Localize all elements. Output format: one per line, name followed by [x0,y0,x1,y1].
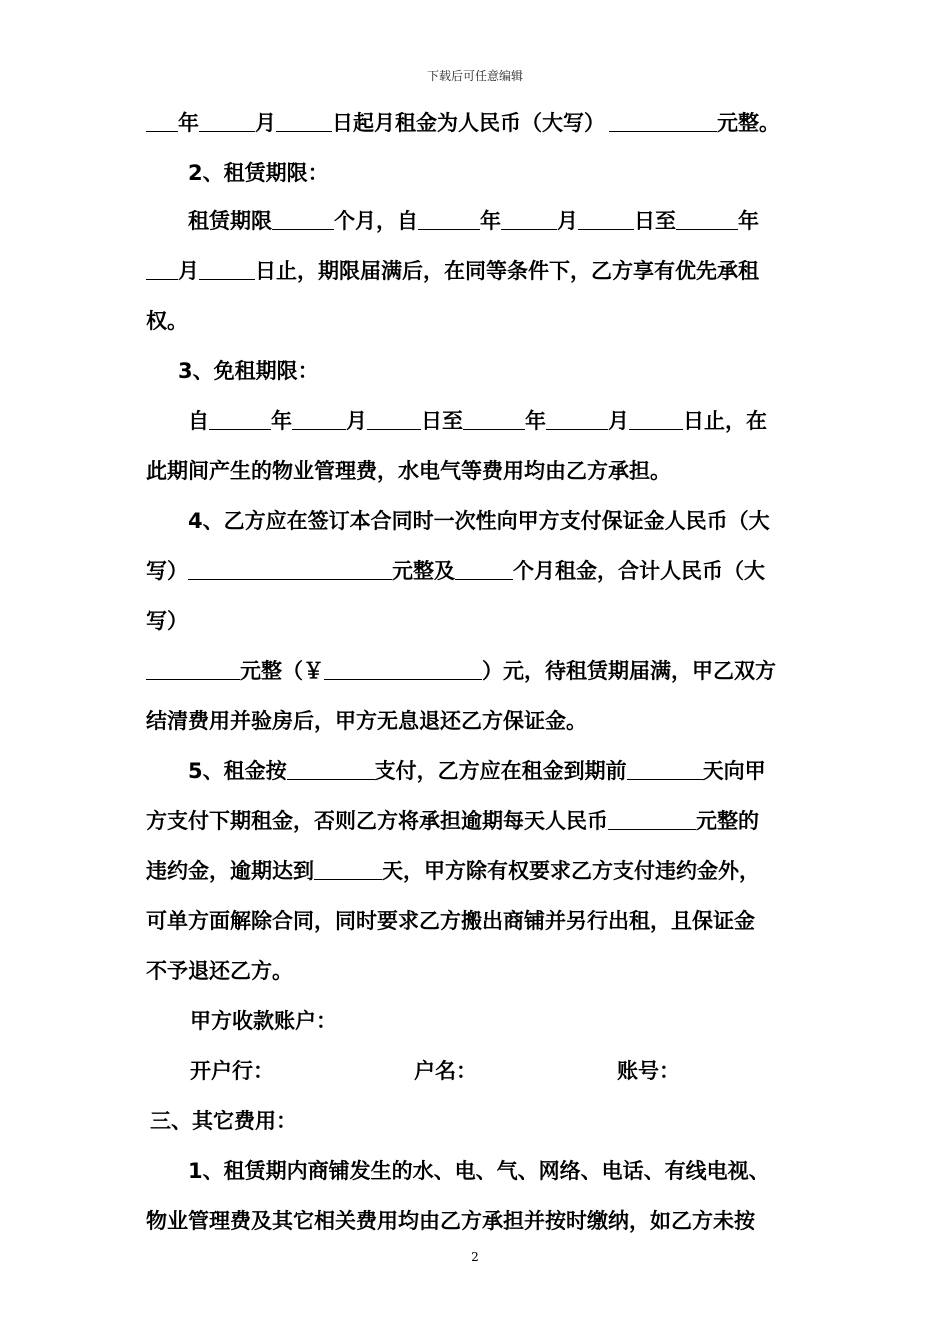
payment-line-3 [146,856,810,886]
text: 支付，乙方应在租金到期前 [374,759,627,783]
text: 年 [480,209,501,233]
blank-days [627,757,703,780]
text-line: 物业管理费及其它相关费用均由乙方承担并按时缴纳，如乙方未按 [146,1209,755,1233]
text: 月 [608,409,629,433]
blank-daily-penalty [608,807,696,830]
text: 日止，在 [683,409,767,433]
account-name-label: 户名： [414,1059,477,1083]
blank-month [146,257,178,280]
blank-total-figures [324,657,482,680]
text: ）元，待租赁期届满，甲乙双方 [482,659,776,683]
text: 年 [178,111,199,135]
blank-months [272,207,334,230]
bank-label: 开户行： [190,1059,274,1083]
text: 天向甲 [702,759,766,783]
payment-line [188,756,810,786]
account-number-label: 账号： [617,1059,680,1083]
text: 年 [525,409,546,433]
blank-month [292,407,346,430]
text: 月 [255,111,276,135]
blank-payment-method [287,757,375,780]
text: 月 [346,409,367,433]
deposit-line: 4、乙方应在签订本合同时一次性向甲方支付保证金人民币（大 [188,509,770,533]
text: 个月租金，合计人民币（大 [513,559,765,583]
page-number: 2 [471,1250,479,1264]
payment-line-2 [146,806,810,836]
account-heading: 甲方收款账户： [190,1009,337,1033]
blank-total [146,657,240,680]
text: 自 [188,409,209,433]
text-line: 可单方面解除合同，同时要求乙方搬出商铺并另行出租，且保证金 [146,909,755,933]
section-rent-free: 3、免租期限： [178,359,319,383]
deposit-total-line [146,656,810,686]
text: 租赁期限 [188,209,272,233]
section-other-fees: 三、其它费用： [150,1109,297,1133]
blank-year [418,207,480,230]
blank-month [199,109,255,132]
text: 月 [557,209,578,233]
lease-term-line-2 [146,256,810,286]
text: 日起月租金为人民币（大写） [332,111,605,135]
blank-day [199,257,255,280]
blank-deposit [188,557,392,580]
rent-free-line [188,406,810,436]
text: 写） [146,559,188,583]
rent-start-line [146,108,810,138]
text: 月 [178,259,199,283]
text: 违约金，逾期达到 [146,859,314,883]
blank-day [578,207,634,230]
text-line: 写） [146,609,188,633]
text-line: 不予退还乙方。 [146,959,293,983]
section-lease-term: 2、租赁期限： [188,161,329,185]
blank-month-end [546,407,608,430]
text: 日止，期限届满后，在同等条件下，乙方享有优先承租 [255,259,759,283]
text: 日至 [421,409,463,433]
text: 年 [271,409,292,433]
blank-year [146,109,178,132]
text: 元整的 [696,809,759,833]
deposit-line-2 [146,556,810,586]
account-line [190,1056,810,1086]
text: 元整及 [392,559,455,583]
blank-months [455,557,513,580]
lease-term-line [188,206,810,236]
text: 天，甲方除有权要求乙方支付违约金外， [382,859,760,883]
page-header: 下载后可任意编辑 [426,69,523,83]
text-line: 1、租赁期内商铺发生的水、电、气、网络、电话、有线电视、 [188,1159,770,1183]
text: 日至 [634,209,676,233]
blank-month [501,207,557,230]
blank-year-end [676,207,738,230]
blank-overdue-days [314,857,382,880]
text: 元整（￥ [240,659,324,683]
text-line: 此期间产生的物业管理费，水电气等费用均由乙方承担。 [146,459,671,483]
text: 方支付下期租金，否则乙方将承担逾期每天人民币 [146,809,608,833]
blank-day [276,109,332,132]
text-line: 结清费用并验房后，甲方无息退还乙方保证金。 [146,709,587,733]
text: 元整。 [717,111,780,135]
text: 5、租金按 [188,759,287,783]
blank-amount [609,109,717,132]
text-line: 权。 [146,309,188,333]
blank-year [209,407,271,430]
blank-day [367,407,421,430]
text: 个月，自 [334,209,418,233]
text: 年 [738,209,759,233]
blank-year-end [463,407,525,430]
blank-day-end [629,407,683,430]
